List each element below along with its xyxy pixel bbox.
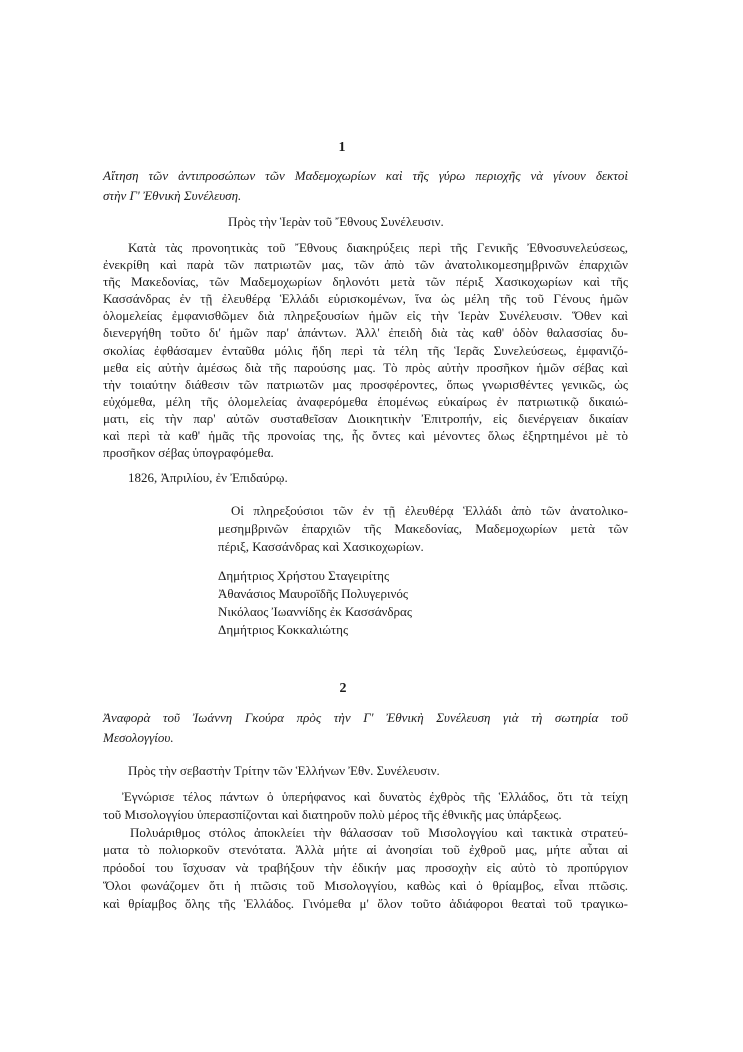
section-2-number: 2 xyxy=(339,681,347,696)
body-line: μεθα εἰς αὐτὴν ἀμέσως διὰ τῆς παρούσης μας. Τὸ πρὸς αὐτὴν προσῆκον ἡμῶν σέβας καὶ xyxy=(103,359,628,375)
body-line: Κατὰ τὰς προνοητικὰς τοῦ Ἔθνους διακηρύξεις περὶ τῆς Γενικῆς Ἐθνοσυνελεύσεως, xyxy=(128,240,628,255)
body-line: ματι, εἰς τὴν παρ' αὐτῶν συσταθεῖσαν Διοικητικὴν Ἐπιτροπήν, εἰς διενέργειαν δικαίαν xyxy=(103,410,628,426)
title-line: Ἀναφορὰ τοῦ Ἰωάννη Γκούρα πρὸς τὴν Γ' Ἐθνικὴ Συνέλευση γιὰ τὴ σωτηρία τοῦ xyxy=(103,710,628,725)
body-line: καὶ θρίαμβος ὅλης τῆς Ἑλλάδος. Γινόμεθα μ' ὅλον τοῦτο ἀδιάφοροι θεαταὶ τοῦ τραγικω- xyxy=(103,895,628,911)
section-1-title xyxy=(103,166,628,206)
section-1-salutation: Πρὸς τὴν Ἱερὰν τοῦ Ἔθνους Συνέλευσιν. xyxy=(228,214,444,229)
body-line: τῆς Μακεδονίας, τῶν Μαδεμοχωρίων δηλονότι μετὰ τῶν πέριξ Χασικοχωρίων καὶ τῆς xyxy=(103,274,628,290)
signatory-intro-line: πέριξ, Κασσάνδρας καὶ Χασικοχωρίων. xyxy=(218,539,424,554)
signatory-intro-line: Οἱ πληρεξούσιοι τῶν ἐν τῇ ἐλευθέρᾳ Ἑλλάδι ἀπὸ τῶν ἀνατολικο- xyxy=(231,503,628,518)
section-1-date: 1826, Ἀπριλίου, ἐν Ἐπιδαύρῳ. xyxy=(128,470,288,485)
section-1-body xyxy=(103,239,628,461)
body-line: διενεργήθη τοῦτο δι' ἡμῶν παρ' ἁπάντων. Ἀλλ' ἐπειδὴ διὰ τὰς καθ' ὁδὸν θαλασσίας δυ- xyxy=(103,325,628,341)
signature: Δημήτριος Κοκκαλιώτης xyxy=(218,622,349,637)
title-line: στὴν Γ' Ἐθνικὴ Συνέλευση. xyxy=(103,188,242,203)
body-line: τὴν τοιαύτην διάθεσιν τῶν πατριωτῶν μας προσφέροντες, ὅπως γνωρισθέντες γενικῶς, ὡς xyxy=(103,376,628,392)
signature: Δημήτριος Χρήστου Σταγειρίτης xyxy=(218,568,390,583)
signature: Νικόλαος Ἰωαννίδης ἐκ Κασσάνδρας xyxy=(218,604,412,619)
signature-list xyxy=(218,567,412,639)
section-2-title xyxy=(103,708,628,748)
section-2-salutation: Πρὸς τὴν σεβαστὴν Τρίτην τῶν Ἑλλήνων Ἐθν. Συνέλευσιν. xyxy=(128,763,440,778)
body-line: καὶ περὶ τὰ καθ' ἡμᾶς τῆς προνοίας της, ἧς ὄντες καὶ μένοντες ὅλως ἐξηρτημένοι μὲ τὸ xyxy=(103,428,628,444)
signatory-intro-line: μεσημβρινῶν ἐπαρχιῶν τῆς Μακεδονίας, Μαδεμοχωρίων μετὰ τῶν xyxy=(218,521,628,536)
body-line: Ὅλοι φωνάζομεν ὅτι ἡ πτῶσις τοῦ Μισολογγίου, καθὼς καὶ ὁ θρίαμβος, εἶναι πτῶσις. xyxy=(103,877,628,893)
body-line: σκολίας ἐφθάσαμεν ἐνταῦθα μόλις ἤδη περὶ τὰ τέλη τῆς Ἱερᾶς Συνελεύσεως, ἐμφανιζό- xyxy=(103,342,628,358)
body-line: εὐχόμεθα, μέλη τῆς ὁλομελείας ἀναφερόμεθα ἑπομένως εὐκαίρως ἐν πατριωτικῷ δικαιώ- xyxy=(103,393,628,409)
body-line: προσῆκον σέβας ὑπογραφόμεθα. xyxy=(103,445,274,461)
signatory-intro xyxy=(218,502,628,556)
signature: Ἀθανάσιος Μαυροϊδῆς Πολυγερινός xyxy=(218,586,409,601)
body-line: Κασσάνδρας ἐν τῇ ἐλευθέρᾳ Ἑλλάδι εὑρισκομένων, ἵνα ὡς μέλη τῆς τοῦ Γένους ἡμῶν xyxy=(103,291,628,307)
body-line: ματα τὸ πολιορκοῦν στενότατα. Ἀλλὰ μήτε αἱ ἀνοησίαι τοῦ ἐχθροῦ μας, μήτε αὗται αἱ xyxy=(103,842,628,858)
section-2-body xyxy=(103,788,628,913)
body-line: ἐνεκρίθη καὶ παρὰ τῶν πατριωτῶν μας, τῶν ἀπὸ τῶν ἀνατολικομεσημβρινῶν ἐπαρχιῶν xyxy=(103,257,628,273)
title-line: Μεσολογγίου. xyxy=(103,730,174,745)
body-line: Πολυάριθμος στόλος ἀποκλείει τὴν θάλασσαν τοῦ Μισολογγίου καὶ τακτικὰ στρατεύ- xyxy=(130,824,628,840)
body-line: τοῦ Μισολογγίου ὑπερασπίζονται καὶ διατηροῦν πολὺ μέρος τῆς ἐθνικῆς μας ὑπάρξεως. xyxy=(103,806,562,822)
body-line: Ἐγνώρισε τέλος πάντων ὁ ὑπερήφανος καὶ δυνατὸς ἐχθρὸς τῆς Ἑλλάδος, ὅτι τὰ τείχη xyxy=(122,789,628,804)
body-line: ὁλομελείας ἐμφανισθῶμεν διὰ πληρεξουσίων ἡμῶν εἰς τὴν Ἱερὰν Συνέλευσιν. Ὅθεν καὶ xyxy=(103,308,628,324)
section-1-number: 1 xyxy=(338,140,346,155)
body-line: πρόοδοί του ἴσχυσαν νὰ τραβήξουν τὴν ἐδικήν μας προσοχὴν εἰς αὐτὸ τὸ προπύργιον xyxy=(103,860,628,876)
title-line: Αἴτηση τῶν ἀντιπροσώπων τῶν Μαδεμοχωρίων καὶ τῆς γύρω περιοχῆς νὰ γίνουν δεκτοὶ xyxy=(103,168,628,183)
